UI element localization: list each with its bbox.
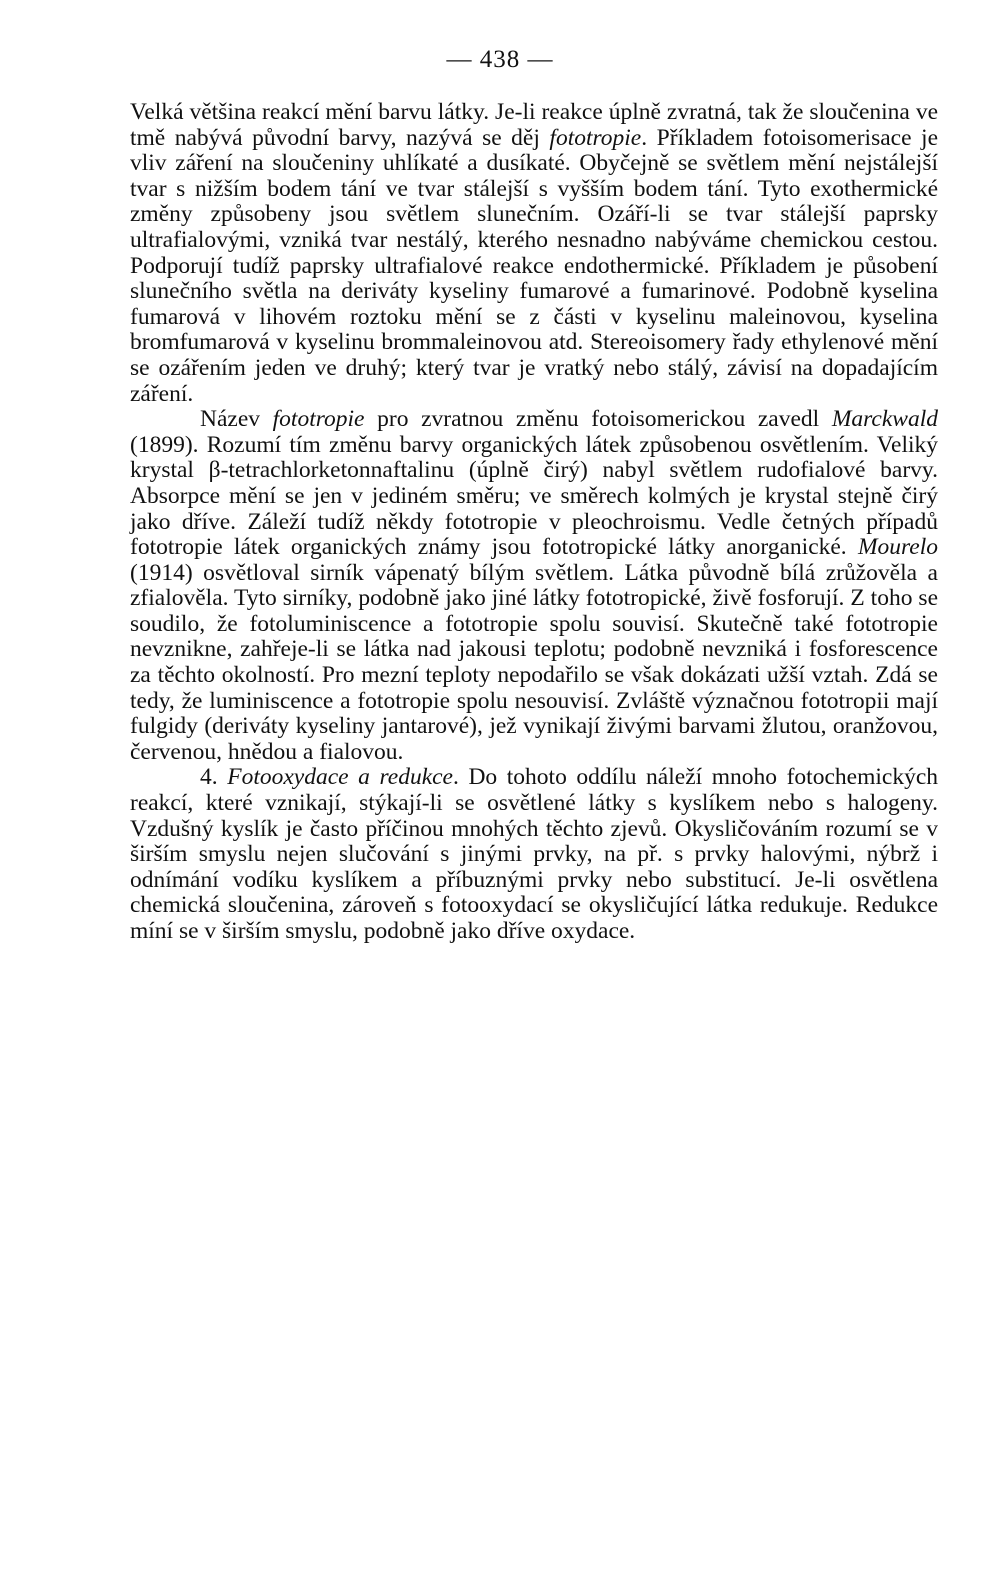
text-segment: (1899). Rozumí tím změnu barvy organických látek způsobenou osvětlením. Veliký krystal β-tetrachlorketonnaftalinu (úplně čirý) nabyl světlem rudofialové barvy. Absorpce mění se jen v jediném směru; ve směrech kolmých je krystal stejně čirý jako dříve. Záleží tudíž někdy fototropie v pleochroismu. Vedle četných případů fototropie látek organických známy jsou fototropické látky anorganické. <box>130 431 938 561</box>
paragraph-3 <box>130 765 938 944</box>
section-number: 4. <box>200 764 228 791</box>
italic-author: Mourelo <box>857 534 938 561</box>
section-heading: Fotooxydace a redukce <box>227 764 453 791</box>
text-segment: . Příkladem fotoisomerisace je vliv záření na sloučeniny uhlíkaté a dusíkaté. Obyčejně se světlem mění nejstálejší tvar s nižším bodem tání ve tvar stálejší s vyšším bodem tání. Tyto exothermické změny způsobeny jsou světlem slunečním. Ozáří-li se tvar stálejší paprsky ultrafialovými, vzniká tvar nestálý, kterého nesnadno nabýváme chemickou cestou. Podporují tudíž paprsky ultrafialové reakce endothermické. Příkladem je působení slunečního světla na deriváty kyseliny fumarové a fumarinové. Podobně kyselina fumarová v lihovém roztoku mění se z části v kyselinu maleinovou, kyselina bromfumarová v kyselinu brommaleinovou atd. Stereoisomery řady ethylenové mění se ozářením jeden ve druhý; který tvar je vratký nebo stálý, závisí na dopadajícím záření. <box>130 124 938 407</box>
text-segment: Velká většina reakcí mění barvu látky. Je-li reakce úplně zvratná, tak že sloučenina ve tmě nabývá původní barvy, nazývá se děj <box>130 99 938 151</box>
body-text <box>130 100 938 945</box>
paragraph-2 <box>130 407 938 765</box>
page-number: — 438 — <box>446 46 554 73</box>
paragraph-1 <box>130 100 938 407</box>
italic-author: Marckwald <box>831 406 938 433</box>
text-segment: . Do tohoto oddílu náleží mnoho fotochemických reakcí, které vznikají, stýkají-li se osvětlené látky s kyslíkem nebo s halogeny. Vzdušný kyslík je často příčinou mnohých těchto zjevů. Okysličováním rozumí se v širším smyslu nejen slučování s jinými prvky, na př. s prvky halovými, nýbrž i odnímání vodíku kyslíkem a příbuznými prvky nebo substitucí. Je-li osvětlena chemická sloučenina, zároveň s fotooxydací se okysličující látka redukuje. Redukce míní se v širším smyslu, podobně jako dříve oxydace. <box>130 764 938 944</box>
text-segment: (1914) osvětloval sirník vápenatý bílým světlem. Látka původně bílá zrůžověla a zfialověla. Tyto sirníky, podobně jako jiné látky fototropické, živě fosforují. Z toho se soudilo, že fotoluminiscence a fototropie spolu souvisí. Skutečně také fototropie nevzniknе, zahřeje-li se látka nad jakousi teplotu; podobně nevzniká i fosforescence za těchto okolností. Pro mezní teploty nepodařilo se však dokázati užší vztah. Zdá se tedy, že luminiscence a fototropie spolu nesouvisí. Zvláště význačnou fototropii mají fulgidy (deriváty kyseliny jantarové), jež vynikají živými barvami žlutou, oranžovou, červenou, hnědou a fialovou. <box>130 559 938 765</box>
italic-term: fototropie <box>549 124 642 151</box>
text-segment: pro zvratnou změnu fotoisomerickou zavedl <box>364 406 832 433</box>
italic-term: fototropie <box>272 406 365 433</box>
text-segment: Název <box>200 406 273 433</box>
